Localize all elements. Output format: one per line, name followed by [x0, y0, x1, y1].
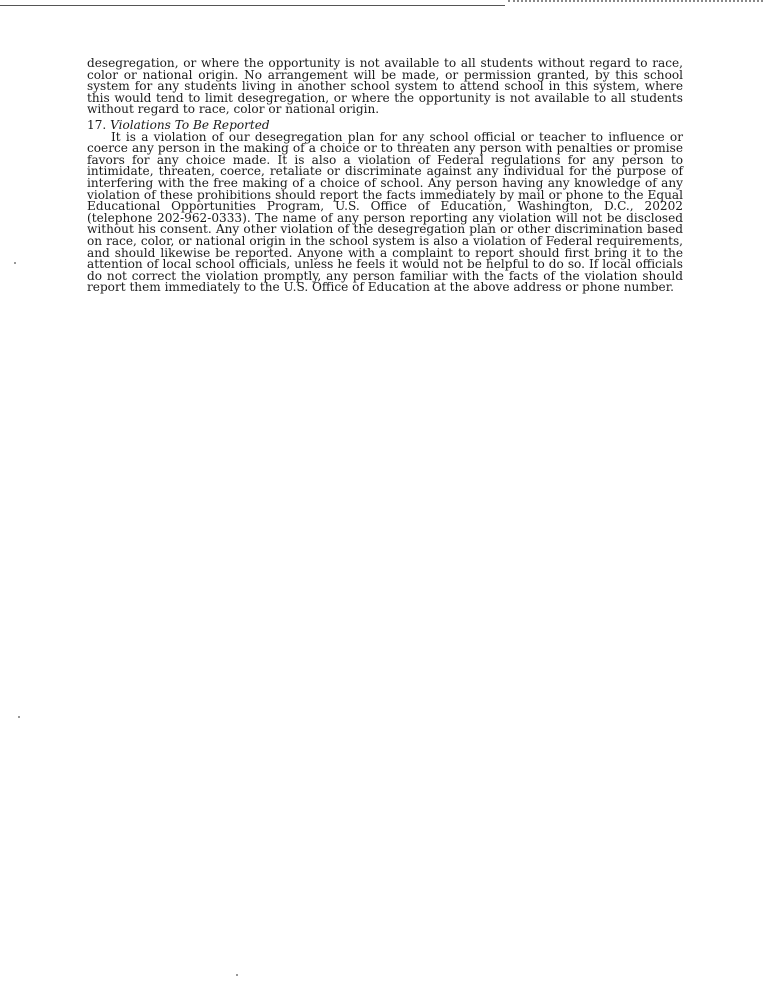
- section-body-paragraph: It is a violation of our desegregation plan for any school official or teacher to influence or coerce any person in the making of a choice or to threaten any person with penalties or promise favors for any choice made. It is also a violation of Federal regulations for any person to intimidate, threaten, coerce, retaliate or discriminate against any individual for the purpose of interfering with the free making of a choice of school. Any person having any knowledge of any violation of these prohibitions should report the facts immediately by mail or phone to the Equal Educational Opportunities Program, U.S. Office of Education, Washington, D.C., 20202 (telephone 202-962-0333). The name of any person reporting any violation will not be disclosed without his consent. Any other violation of the desegregation plan or other discrimination based on race, color, or national origin in the school system is also a violation of Federal requirements, and should likewise be reported. Anyone with a complaint to report should first bring it to the attention of local school officials, unless he feels it would not be helpful to do so. If local officials do not correct the violation promptly, any person familiar with the facts of the violation should report them immediately to the U.S. Office of Education at the above address or phone number.: [87, 129, 683, 295]
- section-title: Violations To Be Reported: [110, 117, 270, 132]
- section-number: 17.: [87, 117, 107, 132]
- scan-speck: [14, 262, 16, 264]
- continuation-paragraph: desegregation, or where the opportunity is not available to all students without regard to race, color or national origin. No arrangement will be made, or permission granted, by this school system for any students living in another school system to attend school in this system, where this would tend to limit desegregation, or where the opportunity is not available to all students without regard to race, color or national origin.: [87, 56, 683, 117]
- top-rule-line: [0, 5, 505, 6]
- document-body: [87, 58, 683, 294]
- scan-speck: [18, 716, 20, 718]
- top-dotted-line: [508, 0, 763, 2]
- scan-speck: [236, 974, 238, 976]
